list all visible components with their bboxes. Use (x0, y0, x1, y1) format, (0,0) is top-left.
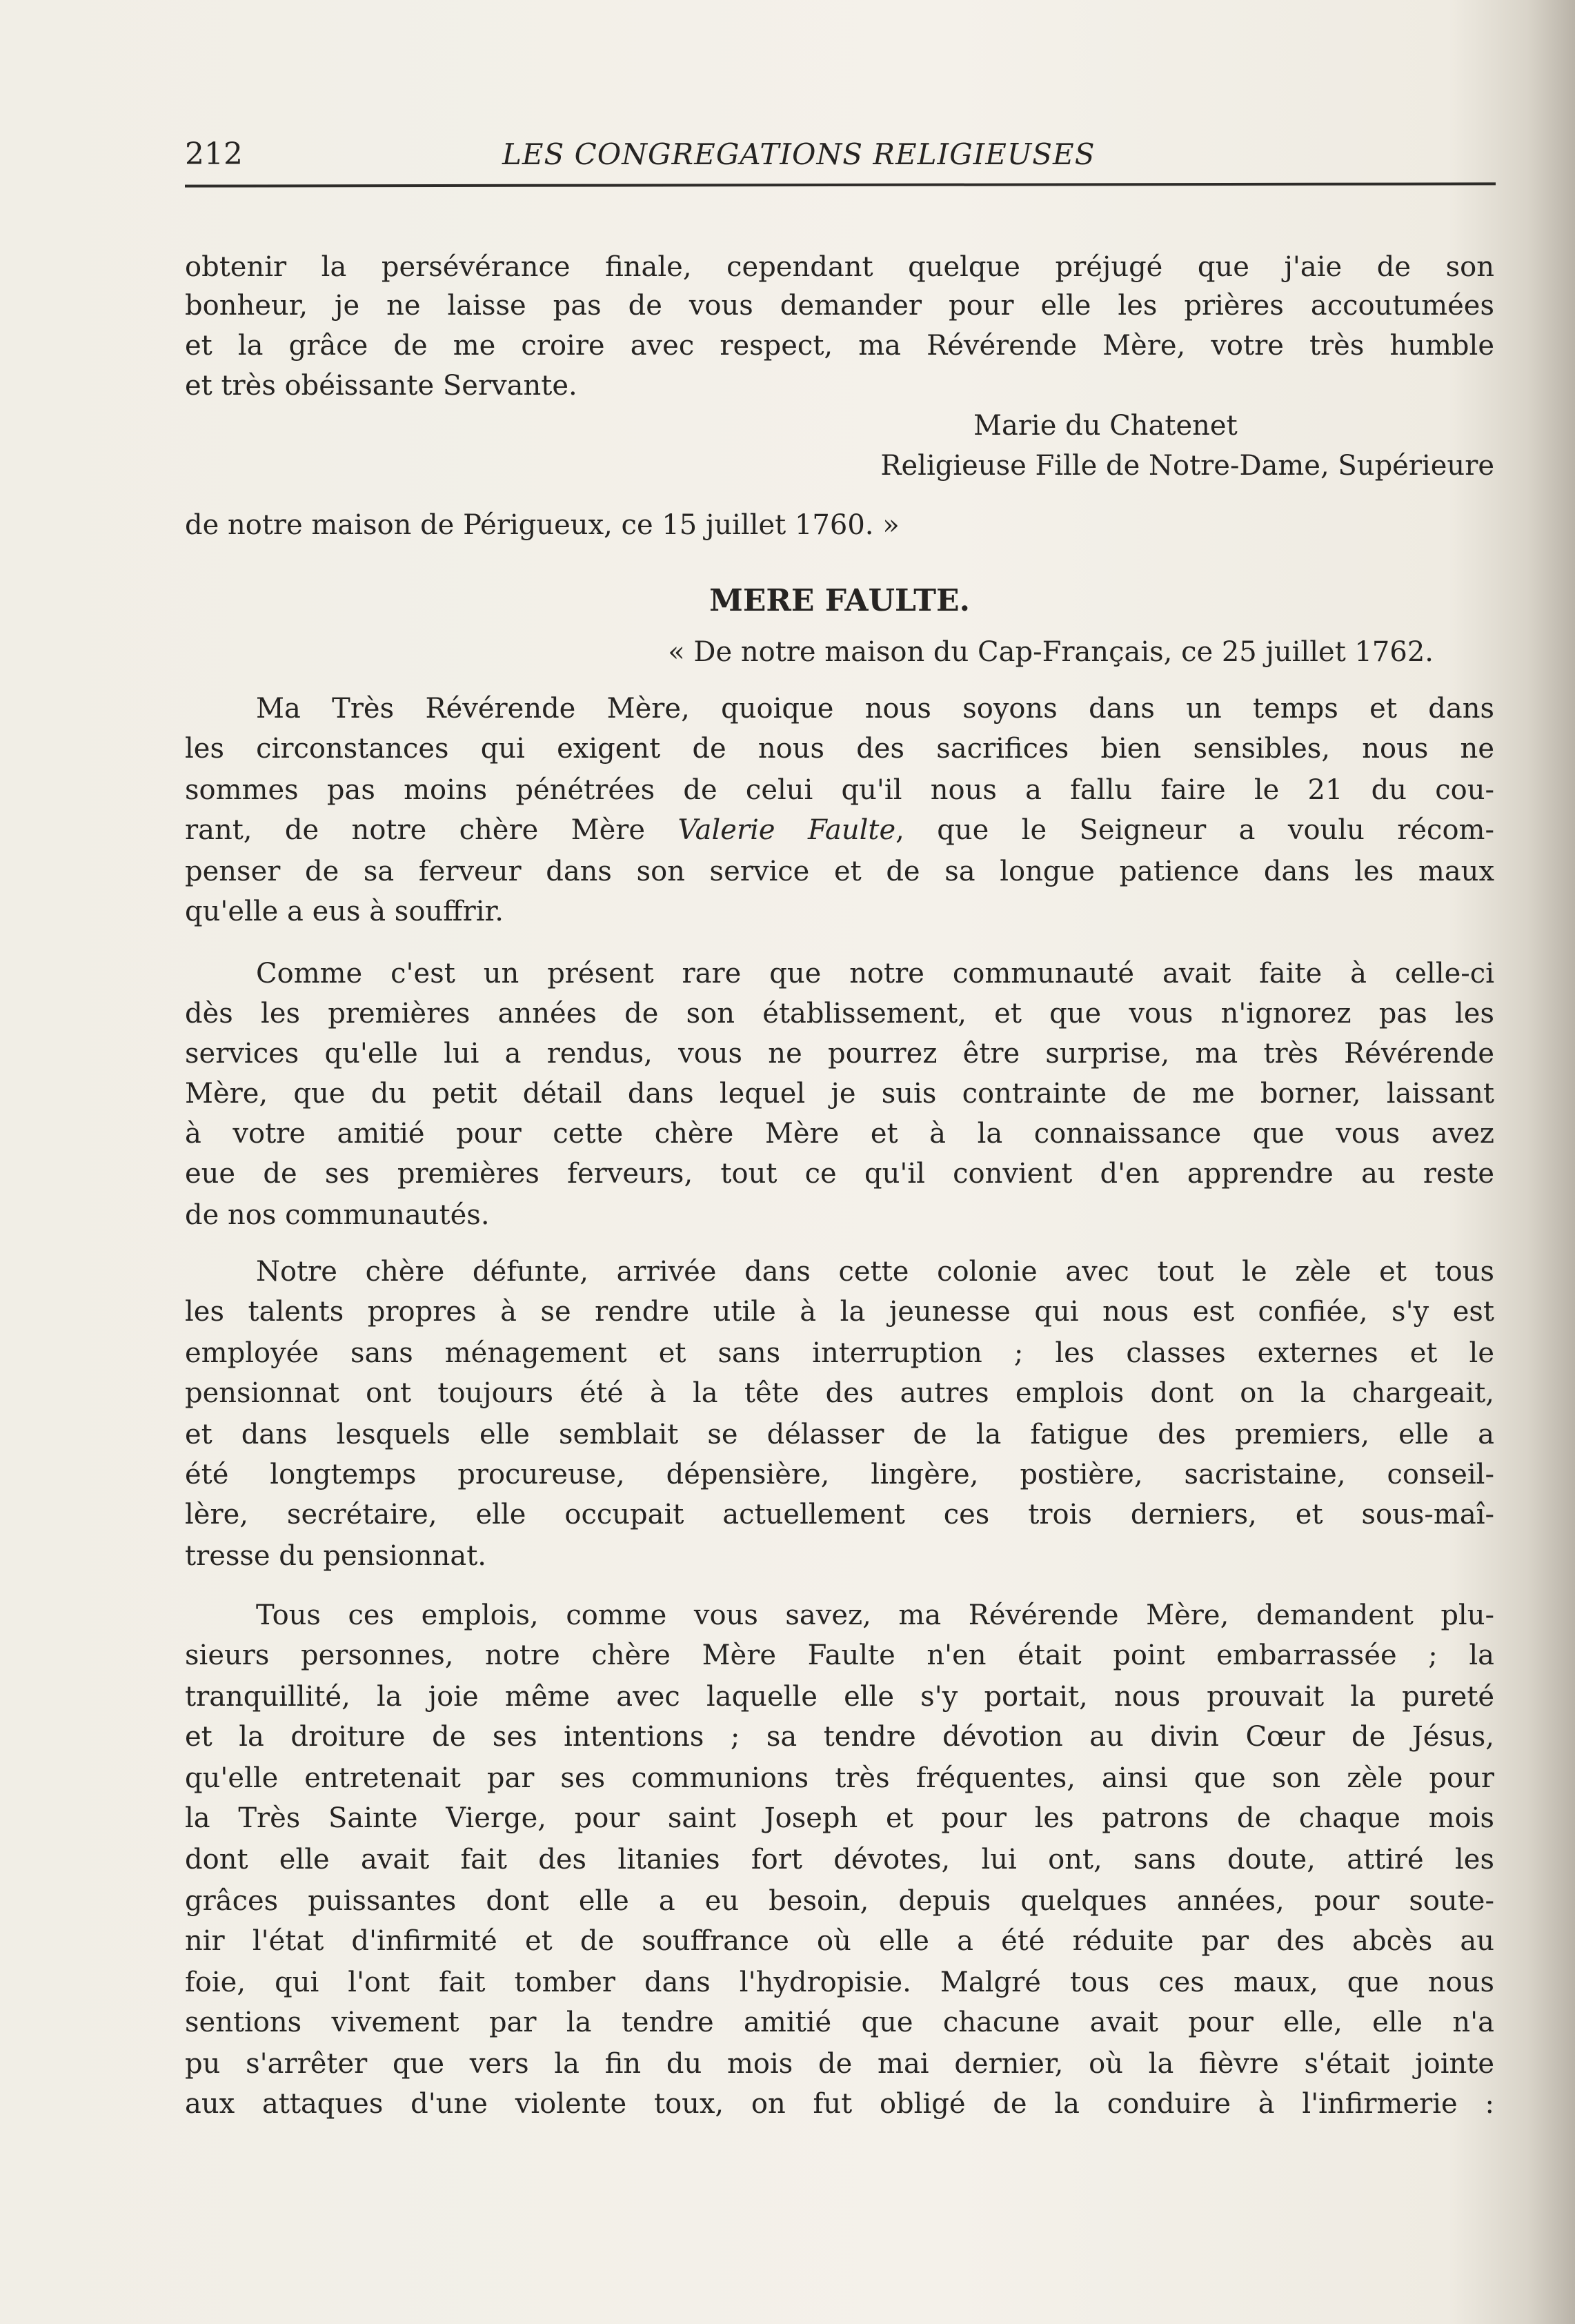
text-line: dont elle avait fait des litanies fort dévotes, lui ont, sans doute, attiré les (185, 1844, 1494, 1875)
plain-line: de notre maison de Périgueux, ce 15 juillet 1760. » (185, 509, 900, 541)
text-line: lère, secrétaire, elle occupait actuellement ces trois derniers, et sous-maî- (185, 1499, 1494, 1530)
text-line: Ma Très Révérende Mère, quoique nous soyons dans un temps et dans (256, 693, 1494, 725)
text-line: les circonstances qui exigent de nous des sacrifices bien sensibles, nous ne (185, 733, 1494, 765)
text-line: nir l'état d'infirmité et de souffrance où elle a été réduite par des abcès au (185, 1925, 1494, 1957)
text-line: employée sans ménagement et sans interruption ; les classes externes et le (185, 1337, 1494, 1369)
header-rule (185, 182, 1496, 187)
text-line: tresse du pensionnat. (185, 1540, 486, 1572)
text-line: et la grâce de me croire avec respect, ma Révérende Mère, votre très humble (185, 330, 1494, 362)
text-line: été longtemps procureuse, dépensière, lingère, postière, sacristaine, conseil- (185, 1459, 1494, 1490)
italic-name: Valerie Faulte (677, 814, 896, 846)
text-line: qu'elle entretenait par ses communions très fréquentes, ainsi que son zèle pour (185, 1762, 1494, 1794)
text-line: Mère, que du petit détail dans lequel je suis contrainte de me borner, laissant (185, 1078, 1494, 1110)
text-line: pu s'arrêter que vers la fin du mois de mai dernier, où la fièvre s'était jointe (185, 2048, 1494, 2080)
text-line: services qu'elle lui a rendus, vous ne pourrez être surprise, ma très Révérende (185, 1038, 1494, 1070)
text-line: grâces puissantes dont elle a eu besoin, depuis quelques années, pour soute- (185, 1885, 1494, 1917)
text-line: et dans lesquels elle semblait se délasser de la fatigue des premiers, elle a (185, 1419, 1494, 1450)
text-line: sentions vivement par la tendre amitié que chacune avait pour elle, elle n'a (185, 2007, 1494, 2038)
text-line (185, 810, 1494, 850)
dateline-line: « De notre maison du Cap-Français, ce 25 juillet 1762. (668, 636, 1434, 668)
text-line: dès les premières années de son établissement, et que vous n'ignorez pas les (185, 998, 1494, 1030)
text-line: de nos communautés. (185, 1199, 490, 1231)
text-line: tranquillité, la joie même avec laquelle elle s'y portait, nous prouvait la pureté (185, 1681, 1494, 1713)
text-line: qu'elle a eus à souffrir. (185, 896, 504, 927)
text-segment: , que le Seigneur a voulu récom- (895, 814, 1494, 846)
text-segment: rant, de notre chère Mère (185, 814, 678, 846)
page-number: 212 (185, 137, 243, 172)
text-line: sommes pas moins pénétrées de celui qu'il nous a fallu faire le 21 du cou- (185, 774, 1494, 806)
text-line: aux attaques d'une violente toux, on fut obligé de la conduire à l'infirmerie : (185, 2088, 1494, 2120)
text-line: foie, qui l'ont fait tomber dans l'hydropisie. Malgré tous ces maux, que nous (185, 1967, 1494, 1998)
signature-line: Religieuse Fille de Notre-Dame, Supérieure (880, 450, 1494, 482)
signature-line: Marie du Chatenet (973, 410, 1238, 442)
text-line: obtenir la persévérance finale, cependant quelque préjugé que j'aie de son (185, 251, 1494, 283)
running-title: LES CONGREGATIONS RELIGIEUSES (502, 137, 1096, 171)
section-title: MERE FAULTE. (709, 583, 970, 618)
text-line: pensionnat ont toujours été à la tête des autres emplois dont on la chargeait, (185, 1377, 1494, 1409)
text-line: Notre chère défunte, arrivée dans cette colonie avec tout le zèle et tous (256, 1256, 1494, 1288)
text-line: penser de sa ferveur dans son service et de sa longue patience dans les maux (185, 856, 1494, 887)
text-line: Comme c'est un présent rare que notre communauté avait faite à celle-ci (256, 958, 1494, 989)
text-line: Tous ces emplois, comme vous savez, ma Révérende Mère, demandent plu- (256, 1599, 1494, 1631)
text-line: et la droiture de ses intentions ; sa tendre dévotion au divin Cœur de Jésus, (185, 1721, 1494, 1753)
text-line: sieurs personnes, notre chère Mère Faulte n'en était point embarrassée ; la (185, 1639, 1494, 1671)
text-line: et très obéissante Servante. (185, 370, 577, 402)
text-line: les talents propres à se rendre utile à la jeunesse qui nous est confiée, s'y est (185, 1296, 1494, 1328)
text-line: à votre amitié pour cette chère Mère et à la connaissance que vous avez (185, 1118, 1494, 1150)
text-line: la Très Sainte Vierge, pour saint Joseph et pour les patrons de chaque mois (185, 1802, 1494, 1834)
text-line: bonheur, je ne laisse pas de vous demander pour elle les prières accoutumées (185, 290, 1494, 322)
text-line: eue de ses premières ferveurs, tout ce qu'il convient d'en apprendre au reste (185, 1158, 1494, 1190)
